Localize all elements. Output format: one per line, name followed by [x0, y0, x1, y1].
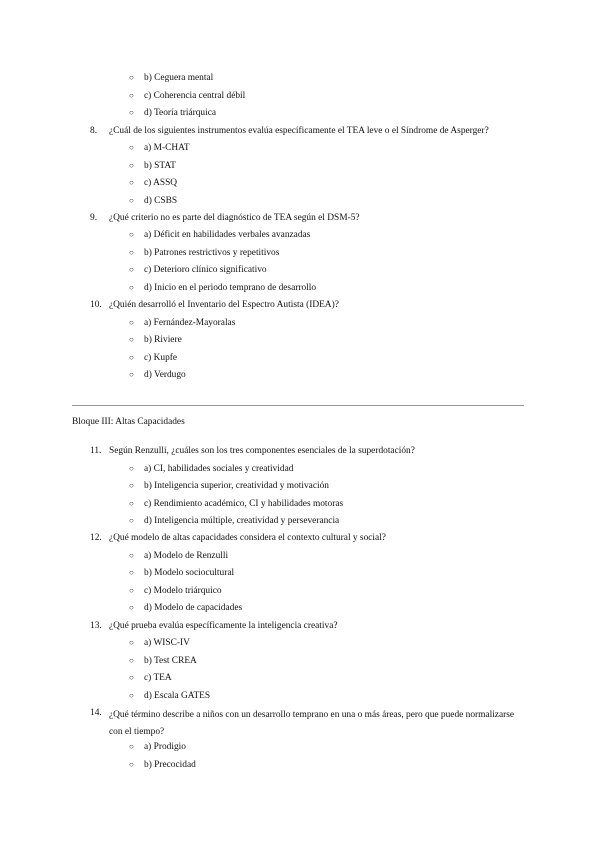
bullet-icon: ○ — [129, 568, 134, 577]
bullet-icon: ○ — [129, 161, 134, 170]
bullet-icon: ○ — [129, 673, 134, 682]
bullet-icon: ○ — [129, 248, 134, 257]
bullet-icon: ○ — [129, 353, 134, 362]
bullet-icon: ○ — [129, 499, 134, 508]
document-page: ○ b) Ceguera mental ○ c) Coherencia central débil ○ d) Teoría triárquica 8. ¿Cuál de los siguientes instrumentos evalúa específicamente el TEA leve o el Síndrome de Asperger? ○ a) M-CHAT ○ b) STAT ○ c) ASSQ ○ d) CSBS 9. ¿Qué criterio no es parte del diagnóstico de TEA según el DSM-5? ○ a) Déficit en habilidades verbales avanzadas ○ b) Patrones restrictivos y repetitivos ○ c) Deterioro clínico significativo ○ d) Inicio en el periodo temprano de desarrollo 10. ¿Quién desarrolló el Inventario del Espectro Autista (IDEA)? ○ a) Fernández-Mayoralas ○ b) Riviere ○ c) Kupfe ○ d) Verdugo Bloque III: Altas Capacidades 11. Según Renzulli, ¿cuáles son los tres componentes esenciales de la superdotación? ○ a) CI, habilidades sociales y creatividad ○ b) Inteligencia superior, creatividad y motivación ○ c) Rendimiento académico, CI y habilidades motoras ○ d) Inteligencia múltiple, creatividad y perseverancia 12. ¿Qué modelo de altas capacidades considera el contexto cultural y social? ○ a) Modelo de Renzulli ○ b) Modelo sociocultural ○ c) Modelo triárquico ○ d) Modelo de capacidades 13. ¿Qué prueba evalúa específicamente la inteligencia creativa? ○ a) WISC-IV ○ b) Test CREA ○ c) TEA ○ d) Escala GATES 14. ¿Qué término describe a niños con un desarrollo temprano en una o más áreas, pero que puede normalizarse con el tiempo? ○ a) Prodigio ○ b) Precocidad — [0, 0, 600, 848]
bullet-icon: ○ — [129, 178, 134, 187]
bullet-icon: ○ — [129, 691, 134, 700]
bullet-icon: ○ — [129, 760, 134, 769]
bullet-icon: ○ — [129, 318, 134, 327]
bullet-icon: ○ — [129, 586, 134, 595]
bullet-icon: ○ — [129, 143, 134, 152]
bullet-icon: ○ — [129, 603, 134, 612]
bullet-icon: ○ — [129, 230, 134, 239]
bullet-icon: ○ — [129, 265, 134, 274]
bullet-icon: ○ — [129, 481, 134, 490]
bullet-icon: ○ — [129, 742, 134, 751]
bullet-icon: ○ — [129, 196, 134, 205]
section-divider — [72, 405, 524, 406]
bullet-icon: ○ — [129, 283, 134, 292]
bullet-icon: ○ — [129, 656, 134, 665]
bullet-icon: ○ — [129, 464, 134, 473]
block-title: Bloque III: Altas Capacidades — [72, 417, 185, 427]
bullet-icon: ○ — [129, 108, 134, 117]
bullet-icon: ○ — [129, 516, 134, 525]
bullet-icon: ○ — [129, 91, 134, 100]
bullet-icon: ○ — [129, 551, 134, 560]
bullet-icon: ○ — [129, 638, 134, 647]
bullet-icon: ○ — [129, 73, 134, 82]
bullet-icon: ○ — [129, 370, 134, 379]
bullet-icon: ○ — [129, 335, 134, 344]
